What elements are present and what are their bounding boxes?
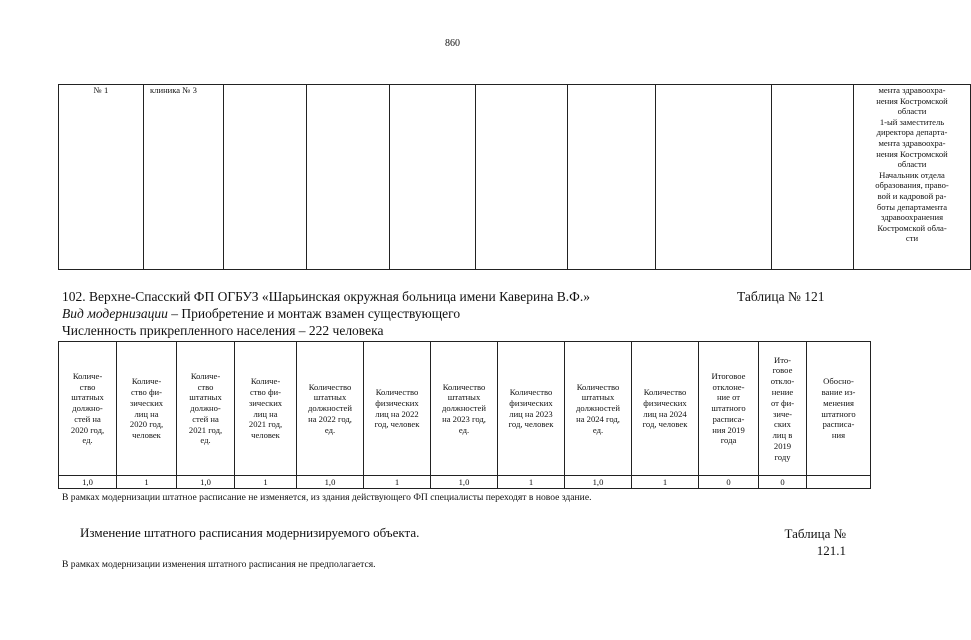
table-header-cell	[235, 342, 297, 476]
header-line: штатных	[313, 392, 347, 403]
header-line: менения	[823, 397, 854, 408]
header-line: расписа-	[822, 419, 855, 430]
table-cell: 1,0	[177, 476, 235, 489]
table-header-row	[59, 342, 871, 476]
table-cell-empty	[656, 85, 772, 270]
header-line: от фи-	[770, 397, 795, 408]
responsible-line: Костромской обла-	[877, 222, 947, 233]
header-line: на 2024 год,	[576, 413, 620, 424]
modernization-type	[62, 306, 460, 322]
header-line: лиц на	[253, 408, 278, 419]
header-line: Количе-	[250, 376, 281, 387]
header-line: на 2023 год,	[442, 413, 486, 424]
header-line: Количество	[375, 386, 419, 397]
header-line: ед.	[592, 424, 604, 435]
responsible-line: боты департамента	[876, 201, 948, 212]
header-line: ских	[774, 419, 791, 430]
table-header-cell	[807, 342, 871, 476]
continued-table	[58, 84, 971, 270]
table-cell-number: № 1	[59, 85, 144, 270]
header-line: зических	[129, 397, 164, 408]
header-line: отклоне-	[712, 381, 745, 392]
header-line: 2020 год,	[70, 424, 105, 435]
header-line: лиц на 2022	[375, 408, 419, 419]
section-title: 102. Верхне-Спасский ФП ОГБУЗ «Шарьинская окружная больница имени Каверина В.Ф.»	[62, 289, 590, 304]
header-line: 2021 год,	[188, 424, 223, 435]
responsible-line: нения Костромской	[876, 95, 948, 106]
header-line: должностей	[442, 403, 486, 414]
table-header-cell	[177, 342, 235, 476]
modernization-label: Вид модернизации	[62, 306, 168, 321]
note-staff-unchanged: В рамках модернизации штатное расписание не изменяется, из здания действующего ФП специалисты переходят в новое здание.	[62, 492, 592, 503]
responsible-line: области	[897, 106, 927, 117]
table-header-cell	[632, 342, 699, 476]
staff-table	[58, 341, 871, 489]
header-line: Количе-	[190, 370, 221, 381]
header-line: 2020 год,	[129, 419, 164, 430]
header-line: штатных	[189, 392, 222, 403]
table-cell: 1	[364, 476, 431, 489]
header-line: стей на	[74, 413, 101, 424]
responsible-line: Начальник отдела	[879, 169, 945, 180]
header-line: Ито-	[773, 354, 791, 365]
responsible-line: сти	[905, 233, 919, 244]
responsible-line: образования, право-	[875, 180, 949, 191]
header-line: нение	[771, 386, 794, 397]
table-cell	[807, 476, 871, 489]
header-line: ед.	[200, 435, 211, 446]
table-header-cell	[297, 342, 364, 476]
table-label-number: 121.1	[816, 543, 846, 558]
header-line: должностей	[576, 403, 620, 414]
header-line: должностей	[308, 403, 352, 414]
modernization-value: – Приобретение и монтаж взамен существующего	[167, 306, 461, 321]
table-header-cell	[431, 342, 498, 476]
table-cell: 1,0	[431, 476, 498, 489]
table-header-cell	[117, 342, 177, 476]
table-header-cell	[759, 342, 807, 476]
header-line: физических	[643, 397, 687, 408]
table-label-2	[773, 525, 846, 559]
header-line: человек	[132, 430, 161, 441]
header-line: 2021 год,	[248, 419, 283, 430]
change-title: Изменение штатного расписания модернизируемого объекта.	[80, 525, 420, 540]
header-line: лиц в	[772, 430, 793, 441]
header-line: 2019	[773, 440, 792, 451]
header-line: ния 2019	[712, 424, 745, 435]
header-line: ед.	[458, 424, 470, 435]
table-cell-empty	[307, 85, 390, 270]
table-cell: 1,0	[297, 476, 364, 489]
header-line: на 2022 год,	[308, 413, 352, 424]
table-header-cell	[59, 342, 117, 476]
header-line: зиче-	[773, 408, 792, 419]
table-cell-clinic: клиника № 3	[144, 85, 224, 270]
header-line: Количество	[509, 386, 553, 397]
table-cell: 1,0	[565, 476, 632, 489]
header-line: Количество	[442, 381, 486, 392]
note-no-changes: В рамках модернизации изменения штатного расписания не предполагается.	[62, 559, 376, 570]
page-number: 860	[445, 38, 460, 49]
table-header-cell	[565, 342, 632, 476]
responsible-line: директора департа-	[876, 127, 948, 138]
header-line: штатного	[711, 403, 746, 414]
header-line: должно-	[72, 403, 103, 414]
header-line: ство фи-	[249, 386, 282, 397]
table-label: Таблица № 121	[737, 289, 825, 304]
responsible-line: здравоохранения	[880, 212, 944, 223]
table-label-word: Таблица №	[784, 526, 846, 541]
header-line: штатных	[581, 392, 615, 403]
header-line: ед.	[82, 435, 93, 446]
table-header-cell	[364, 342, 431, 476]
header-line: человек	[251, 430, 280, 441]
header-line: должно-	[190, 403, 221, 414]
header-line: лиц на	[134, 408, 159, 419]
responsible-line: вой и кадровой ра-	[877, 190, 947, 201]
header-line: ния	[831, 430, 846, 441]
header-line: Количе-	[72, 370, 103, 381]
header-line: ед.	[324, 424, 336, 435]
header-line: ство	[79, 381, 96, 392]
header-line: года	[720, 435, 737, 446]
table-row	[59, 476, 871, 489]
header-line: физических	[509, 397, 553, 408]
header-line: вание из-	[821, 386, 856, 397]
responsible-line: области	[897, 159, 927, 170]
header-line: откло-	[770, 376, 795, 387]
table-cell-empty	[224, 85, 307, 270]
header-line: штатных	[71, 392, 104, 403]
table-cell-empty	[568, 85, 656, 270]
header-line: стей на	[192, 413, 219, 424]
responsible-line: мента здравоохра-	[878, 137, 946, 148]
header-line: штатных	[447, 392, 481, 403]
table-header-cell	[699, 342, 759, 476]
header-line: год, человек	[642, 419, 688, 430]
table-cell-empty	[390, 85, 476, 270]
table-cell-responsible	[854, 85, 971, 270]
header-line: расписа-	[712, 413, 745, 424]
header-line: году	[774, 451, 791, 462]
responsible-line: 1-ый заместитель	[879, 116, 945, 127]
responsible-line: мента здравоохра-	[878, 85, 946, 95]
table-header-cell	[498, 342, 565, 476]
table-cell: 1	[498, 476, 565, 489]
header-line: Итоговое	[711, 370, 746, 381]
header-line: говое	[772, 365, 793, 376]
header-line: Обосно-	[823, 376, 854, 387]
header-line: год, человек	[508, 419, 554, 430]
header-line: физических	[375, 397, 419, 408]
table-cell: 1	[117, 476, 177, 489]
header-line: зических	[248, 397, 283, 408]
header-line: штатного	[821, 408, 856, 419]
table-cell: 0	[759, 476, 807, 489]
responsible-line: нения Костромской	[876, 148, 948, 159]
table-cell: 0	[699, 476, 759, 489]
table-cell: 1,0	[59, 476, 117, 489]
header-line: Количе-	[131, 376, 162, 387]
table-cell-empty	[476, 85, 568, 270]
header-line: лиц на 2024	[643, 408, 687, 419]
header-line: ство фи-	[130, 386, 163, 397]
population-line: Численность прикрепленного населения – 222 человека	[62, 323, 384, 338]
table-cell: 1	[235, 476, 297, 489]
header-line: ство	[197, 381, 214, 392]
header-line: год, человек	[374, 419, 420, 430]
header-line: Количество	[643, 386, 687, 397]
table-cell-empty	[772, 85, 854, 270]
header-line: ние от	[716, 392, 741, 403]
header-line: Количество	[308, 381, 352, 392]
header-line: лиц на 2023	[509, 408, 553, 419]
header-line: Количество	[576, 381, 620, 392]
table-cell: 1	[632, 476, 699, 489]
